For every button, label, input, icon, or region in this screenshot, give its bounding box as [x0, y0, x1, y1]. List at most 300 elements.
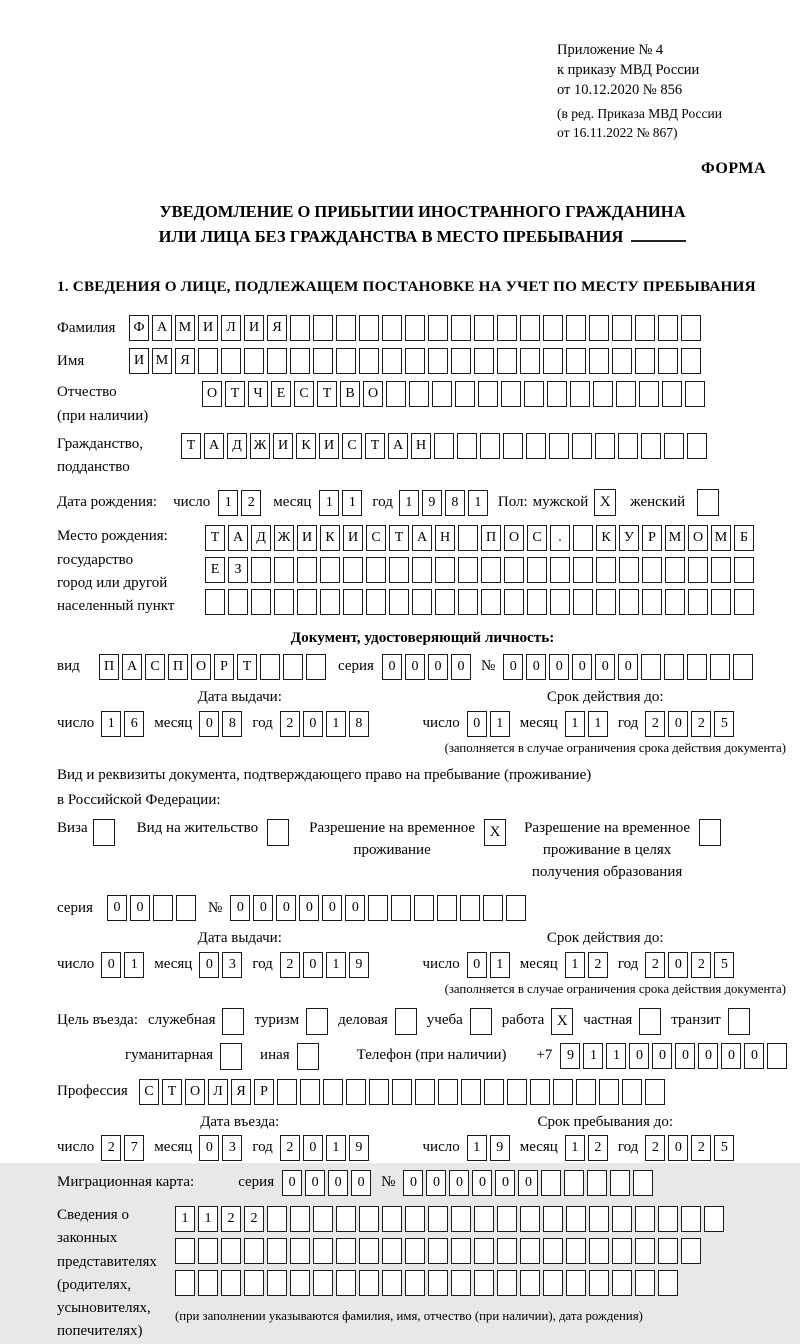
- char-cell[interactable]: 0: [303, 711, 323, 737]
- char-cell[interactable]: [543, 1270, 563, 1296]
- char-cell[interactable]: [641, 433, 661, 459]
- char-cell[interactable]: [300, 1079, 320, 1105]
- char-cell[interactable]: М: [711, 525, 731, 551]
- char-cell[interactable]: 0: [101, 952, 121, 978]
- char-cell[interactable]: 0: [472, 1170, 492, 1196]
- char-cell[interactable]: 0: [428, 654, 448, 680]
- char-cell[interactable]: [507, 1079, 527, 1105]
- char-cell[interactable]: [480, 433, 500, 459]
- char-cell[interactable]: 1: [583, 1043, 603, 1069]
- char-cell[interactable]: Р: [254, 1079, 274, 1105]
- char-cell[interactable]: [474, 348, 494, 374]
- char-cell[interactable]: [458, 557, 478, 583]
- char-cell[interactable]: [386, 381, 406, 407]
- char-cell[interactable]: [543, 315, 563, 341]
- char-cell[interactable]: [405, 315, 425, 341]
- char-cell[interactable]: [541, 1170, 561, 1196]
- char-cell[interactable]: [665, 589, 685, 615]
- char-cell[interactable]: [474, 315, 494, 341]
- char-cell[interactable]: [359, 315, 379, 341]
- char-cell[interactable]: [566, 315, 586, 341]
- char-cell[interactable]: 0: [328, 1170, 348, 1196]
- char-cell[interactable]: [526, 433, 546, 459]
- char-cell[interactable]: [566, 1206, 586, 1232]
- char-cell[interactable]: [382, 315, 402, 341]
- char-cell[interactable]: [323, 1079, 343, 1105]
- char-cell[interactable]: [290, 348, 310, 374]
- char-cell[interactable]: [175, 1270, 195, 1296]
- char-cell[interactable]: [176, 895, 196, 921]
- char-cell[interactable]: [198, 1238, 218, 1264]
- char-cell[interactable]: [658, 1238, 678, 1264]
- char-cell[interactable]: 0: [199, 711, 219, 737]
- char-cell[interactable]: 9: [349, 952, 369, 978]
- char-cell[interactable]: [228, 589, 248, 615]
- char-cell[interactable]: О: [688, 525, 708, 551]
- char-cell[interactable]: 0: [303, 952, 323, 978]
- char-cell[interactable]: 0: [305, 1170, 325, 1196]
- char-cell[interactable]: 0: [426, 1170, 446, 1196]
- char-cell[interactable]: [550, 557, 570, 583]
- visa-checkbox[interactable]: [93, 819, 115, 846]
- char-cell[interactable]: [576, 1079, 596, 1105]
- char-cell[interactable]: Я: [231, 1079, 251, 1105]
- char-cell[interactable]: [244, 1270, 264, 1296]
- char-cell[interactable]: [658, 348, 678, 374]
- char-cell[interactable]: 1: [124, 952, 144, 978]
- char-cell[interactable]: [451, 348, 471, 374]
- char-cell[interactable]: [175, 1238, 195, 1264]
- char-cell[interactable]: [573, 525, 593, 551]
- char-cell[interactable]: 0: [668, 952, 688, 978]
- char-cell[interactable]: [290, 1238, 310, 1264]
- char-cell[interactable]: 1: [342, 490, 362, 516]
- char-cell[interactable]: [409, 381, 429, 407]
- char-cell[interactable]: [392, 1079, 412, 1105]
- char-cell[interactable]: М: [175, 315, 195, 341]
- char-cell[interactable]: [412, 589, 432, 615]
- char-cell[interactable]: Д: [251, 525, 271, 551]
- char-cell[interactable]: [277, 1079, 297, 1105]
- char-cell[interactable]: [503, 433, 523, 459]
- char-cell[interactable]: Т: [389, 525, 409, 551]
- char-cell[interactable]: Ч: [248, 381, 268, 407]
- char-cell[interactable]: 1: [565, 1135, 585, 1161]
- char-cell[interactable]: [589, 1270, 609, 1296]
- char-cell[interactable]: [474, 1270, 494, 1296]
- char-cell[interactable]: 0: [526, 654, 546, 680]
- char-cell[interactable]: [274, 589, 294, 615]
- char-cell[interactable]: [260, 654, 280, 680]
- char-cell[interactable]: И: [198, 315, 218, 341]
- char-cell[interactable]: 0: [351, 1170, 371, 1196]
- char-cell[interactable]: Т: [181, 433, 201, 459]
- char-cell[interactable]: 1: [588, 711, 608, 737]
- char-cell[interactable]: [642, 557, 662, 583]
- char-cell[interactable]: А: [152, 315, 172, 341]
- char-cell[interactable]: [359, 1238, 379, 1264]
- char-cell[interactable]: 9: [490, 1135, 510, 1161]
- char-cell[interactable]: [428, 1206, 448, 1232]
- char-cell[interactable]: [483, 895, 503, 921]
- char-cell[interactable]: [221, 1270, 241, 1296]
- char-cell[interactable]: [484, 1079, 504, 1105]
- char-cell[interactable]: [313, 348, 333, 374]
- char-cell[interactable]: 2: [588, 952, 608, 978]
- char-cell[interactable]: Т: [225, 381, 245, 407]
- char-cell[interactable]: [221, 348, 241, 374]
- char-cell[interactable]: [572, 433, 592, 459]
- char-cell[interactable]: [553, 1079, 573, 1105]
- char-cell[interactable]: [642, 589, 662, 615]
- char-cell[interactable]: 2: [645, 711, 665, 737]
- char-cell[interactable]: [297, 557, 317, 583]
- char-cell[interactable]: [451, 1238, 471, 1264]
- char-cell[interactable]: [457, 433, 477, 459]
- char-cell[interactable]: [198, 348, 218, 374]
- char-cell[interactable]: П: [481, 525, 501, 551]
- char-cell[interactable]: [566, 1270, 586, 1296]
- char-cell[interactable]: 0: [403, 1170, 423, 1196]
- char-cell[interactable]: [336, 1206, 356, 1232]
- char-cell[interactable]: [635, 1270, 655, 1296]
- char-cell[interactable]: О: [504, 525, 524, 551]
- char-cell[interactable]: [415, 1079, 435, 1105]
- char-cell[interactable]: [359, 1206, 379, 1232]
- char-cell[interactable]: О: [191, 654, 211, 680]
- char-cell[interactable]: [359, 1270, 379, 1296]
- transit-checkbox[interactable]: [728, 1008, 750, 1035]
- char-cell[interactable]: [612, 1238, 632, 1264]
- other-purpose-checkbox[interactable]: [297, 1043, 319, 1070]
- char-cell[interactable]: 3: [222, 952, 242, 978]
- char-cell[interactable]: [437, 895, 457, 921]
- temp-residence-education-checkbox[interactable]: [699, 819, 721, 846]
- char-cell[interactable]: [685, 381, 705, 407]
- char-cell[interactable]: [589, 315, 609, 341]
- char-cell[interactable]: [274, 557, 294, 583]
- char-cell[interactable]: К: [296, 433, 316, 459]
- char-cell[interactable]: 1: [326, 1135, 346, 1161]
- char-cell[interactable]: [616, 381, 636, 407]
- char-cell[interactable]: Е: [271, 381, 291, 407]
- char-cell[interactable]: 8: [222, 711, 242, 737]
- char-cell[interactable]: [478, 381, 498, 407]
- char-cell[interactable]: [366, 557, 386, 583]
- char-cell[interactable]: 0: [405, 654, 425, 680]
- char-cell[interactable]: [267, 1206, 287, 1232]
- char-cell[interactable]: 1: [198, 1206, 218, 1232]
- char-cell[interactable]: 3: [222, 1135, 242, 1161]
- char-cell[interactable]: Н: [435, 525, 455, 551]
- char-cell[interactable]: [283, 654, 303, 680]
- char-cell[interactable]: 0: [595, 654, 615, 680]
- char-cell[interactable]: [527, 589, 547, 615]
- char-cell[interactable]: [267, 1270, 287, 1296]
- char-cell[interactable]: И: [244, 315, 264, 341]
- char-cell[interactable]: С: [139, 1079, 159, 1105]
- char-cell[interactable]: [711, 589, 731, 615]
- char-cell[interactable]: О: [185, 1079, 205, 1105]
- char-cell[interactable]: В: [340, 381, 360, 407]
- char-cell[interactable]: 0: [503, 654, 523, 680]
- char-cell[interactable]: [612, 348, 632, 374]
- char-cell[interactable]: [306, 654, 326, 680]
- char-cell[interactable]: [455, 381, 475, 407]
- char-cell[interactable]: 0: [518, 1170, 538, 1196]
- char-cell[interactable]: [658, 1270, 678, 1296]
- char-cell[interactable]: 9: [422, 490, 442, 516]
- char-cell[interactable]: [267, 348, 287, 374]
- char-cell[interactable]: [506, 895, 526, 921]
- char-cell[interactable]: 0: [345, 895, 365, 921]
- char-cell[interactable]: 0: [467, 952, 487, 978]
- char-cell[interactable]: У: [619, 525, 639, 551]
- char-cell[interactable]: [681, 315, 701, 341]
- char-cell[interactable]: [635, 315, 655, 341]
- char-cell[interactable]: [391, 895, 411, 921]
- char-cell[interactable]: [368, 895, 388, 921]
- char-cell[interactable]: 1: [218, 490, 238, 516]
- char-cell[interactable]: [497, 1206, 517, 1232]
- char-cell[interactable]: С: [145, 654, 165, 680]
- char-cell[interactable]: Я: [267, 315, 287, 341]
- char-cell[interactable]: [497, 1238, 517, 1264]
- char-cell[interactable]: [704, 1206, 724, 1232]
- char-cell[interactable]: 0: [652, 1043, 672, 1069]
- char-cell[interactable]: [497, 348, 517, 374]
- char-cell[interactable]: [593, 381, 613, 407]
- char-cell[interactable]: [382, 1238, 402, 1264]
- char-cell[interactable]: [734, 589, 754, 615]
- temp-residence-checkbox[interactable]: X: [484, 819, 506, 846]
- char-cell[interactable]: [635, 1206, 655, 1232]
- char-cell[interactable]: [633, 1170, 653, 1196]
- char-cell[interactable]: Т: [365, 433, 385, 459]
- char-cell[interactable]: К: [320, 525, 340, 551]
- char-cell[interactable]: 0: [675, 1043, 695, 1069]
- char-cell[interactable]: [438, 1079, 458, 1105]
- private-checkbox[interactable]: [639, 1008, 661, 1035]
- char-cell[interactable]: [566, 348, 586, 374]
- char-cell[interactable]: [710, 654, 730, 680]
- char-cell[interactable]: [641, 654, 661, 680]
- char-cell[interactable]: 9: [560, 1043, 580, 1069]
- char-cell[interactable]: 1: [565, 711, 585, 737]
- char-cell[interactable]: 1: [490, 711, 510, 737]
- char-cell[interactable]: И: [273, 433, 293, 459]
- char-cell[interactable]: 0: [253, 895, 273, 921]
- char-cell[interactable]: 0: [303, 1135, 323, 1161]
- char-cell[interactable]: [734, 557, 754, 583]
- char-cell[interactable]: [570, 381, 590, 407]
- tourism-checkbox[interactable]: [306, 1008, 328, 1035]
- char-cell[interactable]: [530, 1079, 550, 1105]
- char-cell[interactable]: Ж: [274, 525, 294, 551]
- char-cell[interactable]: [290, 1206, 310, 1232]
- char-cell[interactable]: 2: [101, 1135, 121, 1161]
- char-cell[interactable]: 1: [467, 1135, 487, 1161]
- char-cell[interactable]: Л: [208, 1079, 228, 1105]
- char-cell[interactable]: [687, 433, 707, 459]
- char-cell[interactable]: 9: [349, 1135, 369, 1161]
- char-cell[interactable]: [458, 525, 478, 551]
- char-cell[interactable]: 5: [714, 711, 734, 737]
- char-cell[interactable]: [313, 1238, 333, 1264]
- char-cell[interactable]: А: [204, 433, 224, 459]
- char-cell[interactable]: 1: [468, 490, 488, 516]
- char-cell[interactable]: А: [412, 525, 432, 551]
- char-cell[interactable]: М: [152, 348, 172, 374]
- char-cell[interactable]: 1: [101, 711, 121, 737]
- char-cell[interactable]: [198, 1270, 218, 1296]
- char-cell[interactable]: [461, 1079, 481, 1105]
- study-checkbox[interactable]: [470, 1008, 492, 1035]
- char-cell[interactable]: [767, 1043, 787, 1069]
- char-cell[interactable]: [658, 1206, 678, 1232]
- char-cell[interactable]: [681, 1238, 701, 1264]
- char-cell[interactable]: [497, 1270, 517, 1296]
- char-cell[interactable]: [405, 1270, 425, 1296]
- char-cell[interactable]: 1: [175, 1206, 195, 1232]
- char-cell[interactable]: Т: [205, 525, 225, 551]
- char-cell[interactable]: К: [596, 525, 616, 551]
- char-cell[interactable]: [474, 1238, 494, 1264]
- char-cell[interactable]: [681, 348, 701, 374]
- char-cell[interactable]: [599, 1079, 619, 1105]
- char-cell[interactable]: [320, 557, 340, 583]
- char-cell[interactable]: [458, 589, 478, 615]
- char-cell[interactable]: 2: [691, 711, 711, 737]
- char-cell[interactable]: О: [202, 381, 222, 407]
- char-cell[interactable]: 5: [714, 952, 734, 978]
- char-cell[interactable]: [290, 1270, 310, 1296]
- char-cell[interactable]: 2: [280, 1135, 300, 1161]
- char-cell[interactable]: Н: [411, 433, 431, 459]
- char-cell[interactable]: [434, 433, 454, 459]
- char-cell[interactable]: С: [294, 381, 314, 407]
- char-cell[interactable]: 0: [382, 654, 402, 680]
- char-cell[interactable]: 0: [467, 711, 487, 737]
- char-cell[interactable]: [412, 557, 432, 583]
- char-cell[interactable]: [520, 1206, 540, 1232]
- char-cell[interactable]: [267, 1238, 287, 1264]
- char-cell[interactable]: [382, 348, 402, 374]
- char-cell[interactable]: Т: [317, 381, 337, 407]
- char-cell[interactable]: [428, 315, 448, 341]
- char-cell[interactable]: [658, 315, 678, 341]
- char-cell[interactable]: [612, 315, 632, 341]
- char-cell[interactable]: З: [228, 557, 248, 583]
- char-cell[interactable]: [336, 1238, 356, 1264]
- char-cell[interactable]: 1: [399, 490, 419, 516]
- char-cell[interactable]: Л: [221, 315, 241, 341]
- char-cell[interactable]: [665, 557, 685, 583]
- char-cell[interactable]: [662, 381, 682, 407]
- char-cell[interactable]: [664, 654, 684, 680]
- char-cell[interactable]: [313, 1270, 333, 1296]
- char-cell[interactable]: [221, 1238, 241, 1264]
- humanitarian-checkbox[interactable]: [220, 1043, 242, 1070]
- char-cell[interactable]: [635, 348, 655, 374]
- char-cell[interactable]: [244, 348, 264, 374]
- char-cell[interactable]: 0: [618, 654, 638, 680]
- char-cell[interactable]: 0: [276, 895, 296, 921]
- char-cell[interactable]: [589, 348, 609, 374]
- char-cell[interactable]: [589, 1206, 609, 1232]
- char-cell[interactable]: [336, 1270, 356, 1296]
- char-cell[interactable]: [343, 557, 363, 583]
- char-cell[interactable]: [543, 1238, 563, 1264]
- char-cell[interactable]: 0: [282, 1170, 302, 1196]
- char-cell[interactable]: [711, 557, 731, 583]
- char-cell[interactable]: 0: [107, 895, 127, 921]
- char-cell[interactable]: [596, 557, 616, 583]
- char-cell[interactable]: С: [527, 525, 547, 551]
- char-cell[interactable]: [543, 1206, 563, 1232]
- char-cell[interactable]: 1: [319, 490, 339, 516]
- char-cell[interactable]: [435, 589, 455, 615]
- char-cell[interactable]: 0: [322, 895, 342, 921]
- char-cell[interactable]: [481, 589, 501, 615]
- char-cell[interactable]: 1: [490, 952, 510, 978]
- char-cell[interactable]: Р: [642, 525, 662, 551]
- char-cell[interactable]: [428, 1270, 448, 1296]
- char-cell[interactable]: [474, 1206, 494, 1232]
- char-cell[interactable]: 2: [280, 952, 300, 978]
- char-cell[interactable]: [313, 1206, 333, 1232]
- char-cell[interactable]: [504, 557, 524, 583]
- char-cell[interactable]: И: [297, 525, 317, 551]
- char-cell[interactable]: [619, 557, 639, 583]
- char-cell[interactable]: [612, 1206, 632, 1232]
- char-cell[interactable]: Ж: [250, 433, 270, 459]
- char-cell[interactable]: [587, 1170, 607, 1196]
- char-cell[interactable]: [524, 381, 544, 407]
- char-cell[interactable]: 7: [124, 1135, 144, 1161]
- char-cell[interactable]: [520, 1270, 540, 1296]
- char-cell[interactable]: [645, 1079, 665, 1105]
- char-cell[interactable]: [622, 1079, 642, 1105]
- char-cell[interactable]: [635, 1238, 655, 1264]
- sex-male-checkbox[interactable]: X: [594, 489, 616, 516]
- char-cell[interactable]: [290, 315, 310, 341]
- char-cell[interactable]: [504, 589, 524, 615]
- char-cell[interactable]: 8: [349, 711, 369, 737]
- char-cell[interactable]: Р: [214, 654, 234, 680]
- char-cell[interactable]: [527, 557, 547, 583]
- char-cell[interactable]: [481, 557, 501, 583]
- char-cell[interactable]: Т: [237, 654, 257, 680]
- char-cell[interactable]: 0: [230, 895, 250, 921]
- char-cell[interactable]: [432, 381, 452, 407]
- char-cell[interactable]: [320, 589, 340, 615]
- char-cell[interactable]: [405, 1206, 425, 1232]
- char-cell[interactable]: [435, 557, 455, 583]
- char-cell[interactable]: [619, 589, 639, 615]
- char-cell[interactable]: 8: [445, 490, 465, 516]
- char-cell[interactable]: [595, 433, 615, 459]
- char-cell[interactable]: [566, 1238, 586, 1264]
- char-cell[interactable]: Ф: [129, 315, 149, 341]
- char-cell[interactable]: [205, 589, 225, 615]
- char-cell[interactable]: [346, 1079, 366, 1105]
- char-cell[interactable]: [382, 1206, 402, 1232]
- char-cell[interactable]: [153, 895, 173, 921]
- char-cell[interactable]: [688, 589, 708, 615]
- char-cell[interactable]: 0: [668, 711, 688, 737]
- char-cell[interactable]: 2: [645, 952, 665, 978]
